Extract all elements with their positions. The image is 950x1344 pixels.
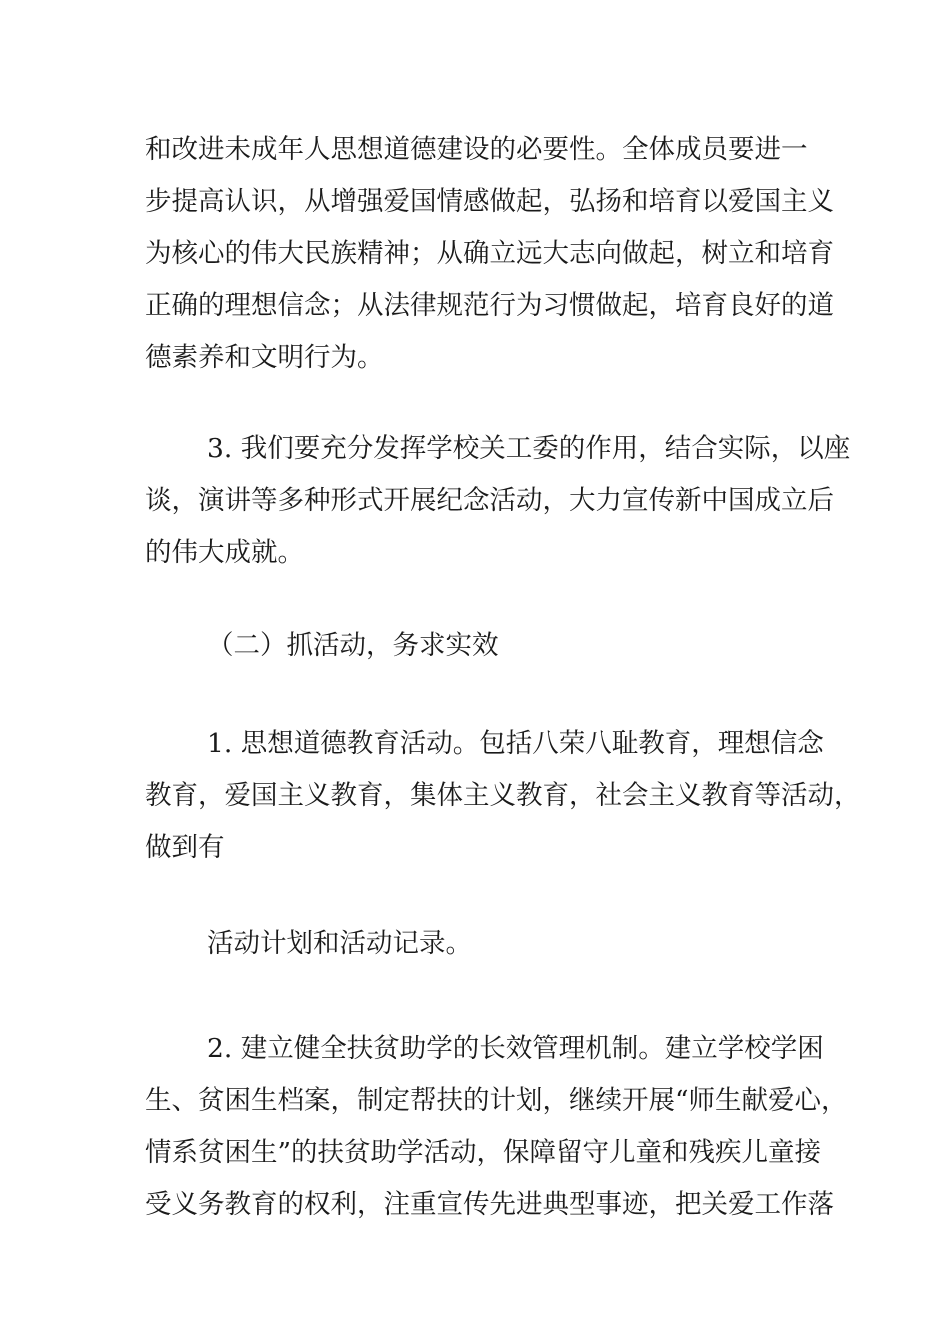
paragraph-item-1 xyxy=(145,718,861,874)
text-line: 受义务教育的权利，注重宣传先进典型事迹，把关爱工作落 xyxy=(145,1189,834,1220)
paragraph-activity-records xyxy=(145,918,810,970)
paragraph-item-2 xyxy=(145,1023,848,1231)
text-line: 活动计划和活动记录。 xyxy=(207,928,472,959)
text-line: 谈，演讲等多种形式开展纪念活动，大力宣传新中国成立后 xyxy=(145,485,834,516)
text-line: 情系贫困生”的扶贫助学活动，保障留守儿童和残疾儿童接 xyxy=(145,1137,822,1168)
text-line: 德素养和文明行为。 xyxy=(145,342,384,373)
text-line: 为核心的伟大民族精神；从确立远大志向做起，树立和培育 xyxy=(145,238,834,269)
text-line: 做到有 xyxy=(145,832,225,863)
text-line: 生、贫困生档案，制定帮扶的计划，继续开展“师生献爱心， xyxy=(145,1085,848,1116)
text-line: 和改进未成年人思想道德建设的必要性。全体成员要进一 xyxy=(145,134,808,165)
text-line: 正确的理想信念；从法律规范行为习惯做起，培育良好的道 xyxy=(145,290,834,321)
text-line: （二）抓活动，务求实效 xyxy=(207,630,499,661)
text-line: 的伟大成就。 xyxy=(145,537,304,568)
text-line: 3. 我们要充分发挥学校关工委的作用，结合实际，以座 xyxy=(207,433,851,464)
text-line: 2. 建立健全扶贫助学的长效管理机制。建立学校学困 xyxy=(207,1033,824,1064)
paragraph-necessity xyxy=(145,124,834,384)
text-line: 1. 思想道德教育活动。包括八荣八耻教育，理想信念 xyxy=(207,728,824,759)
text-line: 步提高认识，从增强爱国情感做起，弘扬和培育以爱国主义 xyxy=(145,186,834,217)
paragraph-item-3 xyxy=(145,423,851,579)
section-heading-activities xyxy=(145,620,810,672)
text-line: 教育，爱国主义教育，集体主义教育，社会主义教育等活动， xyxy=(145,780,861,811)
